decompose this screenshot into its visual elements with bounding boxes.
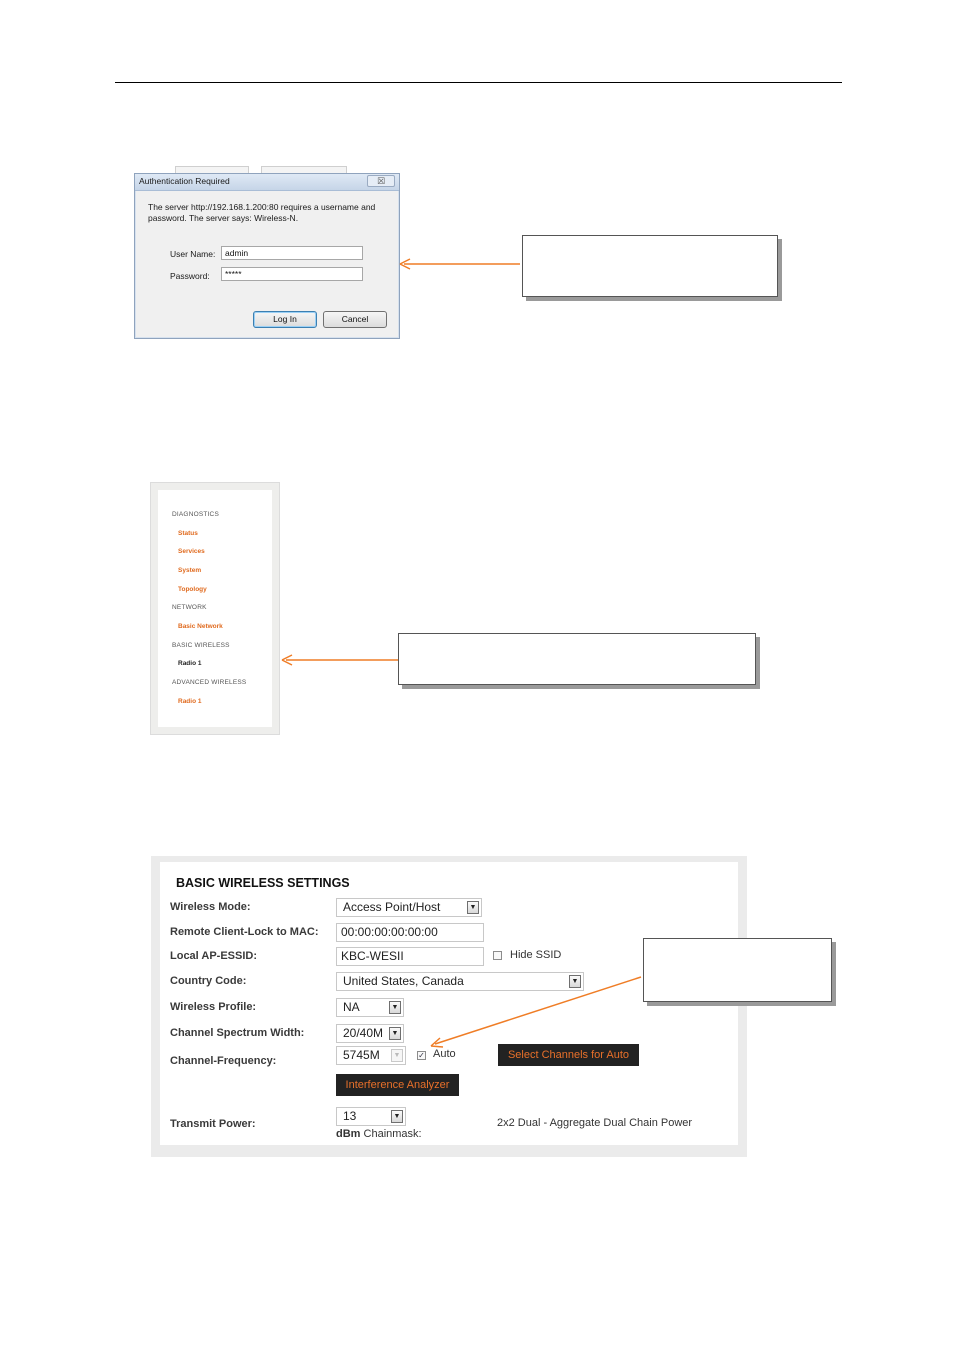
password-input[interactable]: ***** — [221, 267, 363, 281]
wireless-profile-select[interactable] — [336, 998, 404, 1017]
client-lock-mac-input[interactable]: 00:00:00:00:00:00 — [336, 923, 484, 942]
callout-arrow — [398, 255, 522, 273]
wireless-mode-label: Wireless Mode: — [170, 901, 251, 913]
close-icon[interactable]: ☒ — [367, 175, 395, 187]
chevron-down-icon: ▼ — [389, 1027, 401, 1040]
page-header-rule — [115, 82, 842, 83]
hide-ssid-checkbox[interactable] — [493, 951, 502, 960]
chevron-down-icon: ▼ — [391, 1110, 403, 1123]
nav-item-basic-network[interactable]: Basic Network — [178, 623, 223, 630]
nav-item-status[interactable]: Status — [178, 530, 198, 537]
country-code-value: United States, Canada — [343, 974, 464, 988]
transmit-power-select[interactable] — [336, 1107, 406, 1126]
client-lock-label: Remote Client-Lock to MAC: — [170, 926, 319, 938]
dialog-message: The server http://192.168.1.200:80 requires a username and password. The server says: Wireless-N. — [148, 202, 376, 223]
nav-item-system[interactable]: System — [178, 567, 202, 574]
channel-frequency-select[interactable] — [336, 1046, 406, 1065]
auth-dialog — [134, 173, 400, 339]
interference-analyzer-button[interactable]: Interference Analyzer — [336, 1074, 459, 1096]
nav-item-services[interactable]: Services — [178, 548, 205, 555]
wireless-profile-label: Wireless Profile: — [170, 1001, 257, 1013]
nav-panel — [150, 482, 280, 735]
cancel-button[interactable]: Cancel — [323, 311, 387, 328]
dialog-titlebar — [135, 174, 399, 191]
nav-section-basic-wireless: BASIC WIRELESS — [172, 642, 230, 649]
channel-frequency-label: Channel-Frequency: — [170, 1055, 277, 1067]
auto-channel-checkbox[interactable]: ✓ — [418, 1051, 425, 1060]
callout-arrow — [425, 968, 645, 1052]
dialog-title: Authentication Required — [139, 176, 230, 186]
power-unit-dbm: dBm — [336, 1128, 361, 1140]
essid-input[interactable]: KBC-WESII — [336, 947, 484, 966]
nav-section-diagnostics: DIAGNOSTICS — [172, 511, 219, 518]
nav-item-topology[interactable]: Topology — [178, 586, 207, 593]
transmit-power-label: Transmit Power: — [170, 1118, 256, 1130]
login-button[interactable]: Log In — [253, 311, 317, 328]
select-channels-auto-button[interactable]: Select Channels for Auto — [498, 1044, 639, 1066]
wireless-mode-value: Access Point/Host — [343, 900, 441, 914]
nav-item-advanced-radio-1[interactable]: Radio 1 — [178, 698, 202, 705]
channel-frequency-value: 5745M — [343, 1048, 380, 1062]
transmit-power-value: 13 — [343, 1109, 357, 1123]
callout-box — [522, 235, 778, 297]
chainmask-description: 2x2 Dual - Aggregate Dual Chain Power — [497, 1117, 693, 1129]
nav-item-basic-radio-1[interactable]: Radio 1 — [178, 660, 202, 667]
callout-box — [398, 633, 756, 685]
password-label: Password: — [170, 271, 210, 281]
settings-title: BASIC WIRELESS SETTINGS — [176, 876, 350, 890]
chevron-down-icon: ▼ — [391, 1049, 403, 1062]
chevron-down-icon: ▼ — [569, 975, 581, 988]
chevron-down-icon: ▼ — [467, 901, 479, 914]
country-code-label: Country Code: — [170, 975, 247, 987]
nav-section-network: NETWORK — [172, 604, 207, 611]
spectrum-width-value: 20/40M — [343, 1026, 384, 1040]
chevron-down-icon: ▼ — [389, 1001, 401, 1014]
wireless-mode-select[interactable] — [336, 898, 482, 917]
essid-label: Local AP-ESSID: — [170, 950, 257, 962]
callout-box — [643, 938, 832, 1002]
power-unit-text — [336, 1128, 422, 1140]
nav-section-advanced-wireless: ADVANCED WIRELESS — [172, 679, 247, 686]
spectrum-width-label: Channel Spectrum Width: — [170, 1027, 305, 1039]
spectrum-width-select[interactable] — [336, 1024, 404, 1043]
username-label: User Name: — [170, 249, 216, 259]
username-input[interactable]: admin — [221, 246, 363, 260]
callout-arrow — [280, 651, 400, 669]
hide-ssid-label: Hide SSID — [510, 949, 562, 961]
wireless-profile-value: NA — [343, 1000, 360, 1014]
auto-channel-label: Auto — [433, 1048, 456, 1060]
power-chainmask-label: Chainmask: — [360, 1128, 422, 1140]
